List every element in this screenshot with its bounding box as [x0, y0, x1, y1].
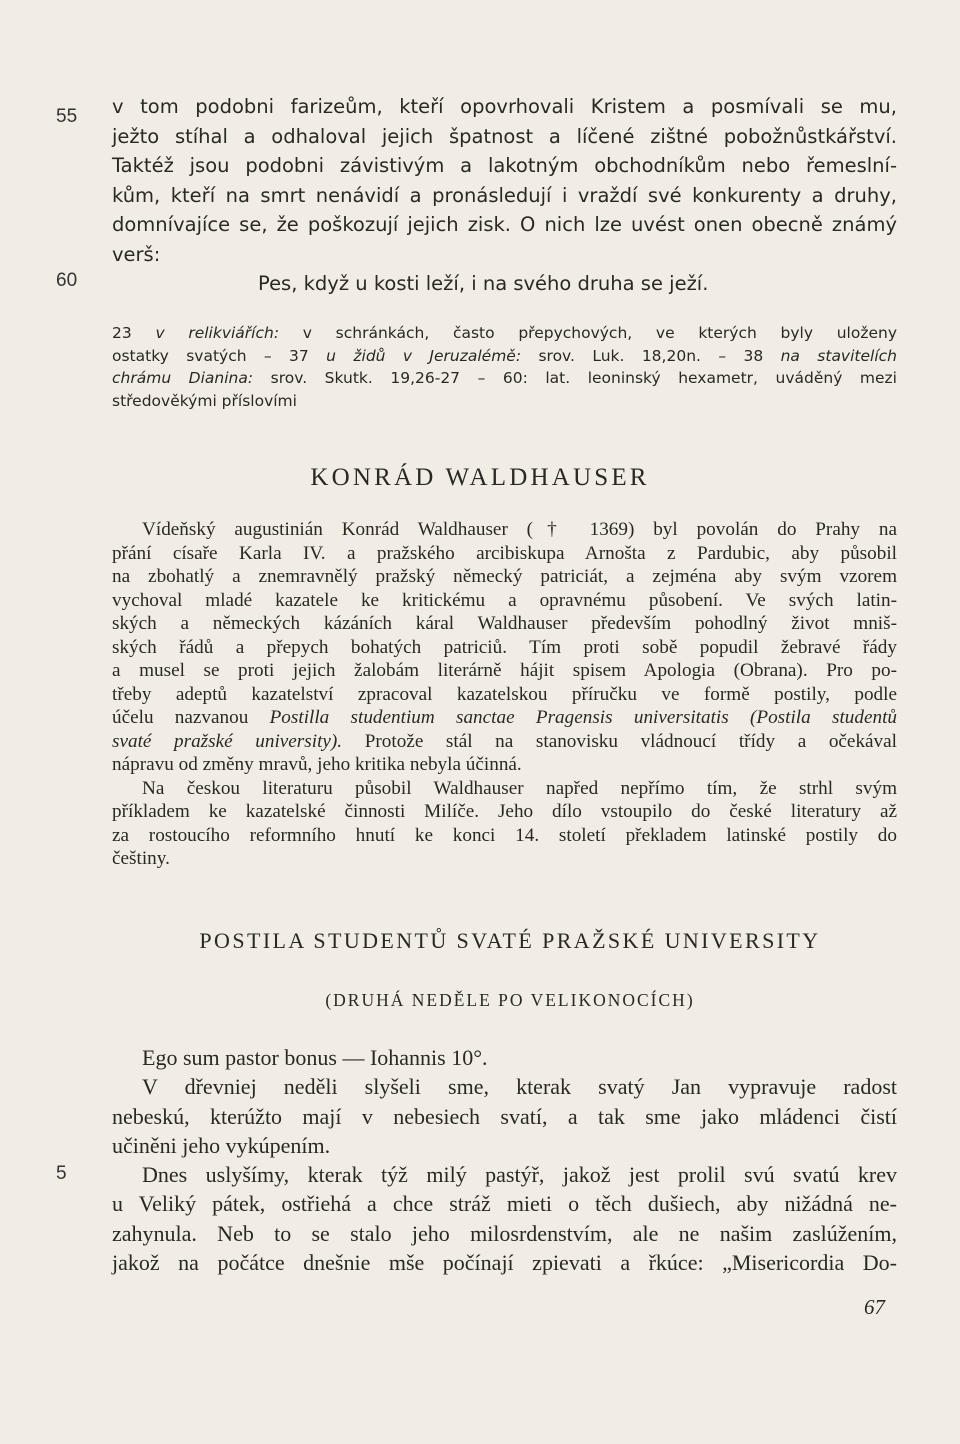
text-line: vychoval mladé kazatele ke kritickému a opravnému působení. Ve svých latin-: [112, 589, 897, 611]
text-line: verš:: [112, 242, 161, 266]
text-part: Protože stál na stanovisku vládnoucí třídy a očekával: [364, 730, 897, 752]
author-heading: KONRÁD WALDHAUSER: [310, 464, 650, 491]
text-line: nebeskú, kterúžto mají v nebesiech svatí, a tak sme jako mládenci čistí: [112, 1103, 897, 1129]
work-heading: POSTILA STUDENTŮ SVATÉ PRAŽSKÉ UNIVERSITY: [199, 928, 821, 953]
text-line: ježto stíhal a odhaloval jejich špatnost a líčené zištné pobožnůstkářství.: [112, 124, 897, 148]
text-line: nápravu od změny mravů, jeho kritika nebyla účinná.: [112, 754, 522, 775]
text-line: Na českou literaturu působil Waldhauser napřed nepřímo tím, že strhl svým: [142, 777, 897, 799]
text-line: kům, kteří na smrt nenávidí a pronásledují i vraždí své konkurenty a druhy,: [112, 183, 897, 207]
text-line: Vídeňský augustinián Konrád Waldhauser († 1369) byl povolán do Prahy na: [142, 519, 897, 540]
notes: [112, 322, 897, 412]
work-subheading: (DRUHÁ NEDĚLE PO VELIKONOCÍCH): [325, 990, 695, 1010]
text-line: ských řádů a přepych bohatých patriciů. Tím proti sobě popudil žebravé řády: [112, 636, 897, 658]
text-line: v tom podobni farizeům, kteří opovrhovali Kristem a posmívali se mu,: [112, 95, 897, 118]
note-text: srov. Skutk. 19,26-27 – 60: lat. leoninský hexametr, uváděný mezi: [270, 369, 897, 387]
note-line: [112, 322, 897, 345]
text-line: jakož na počátce dnešnie mše počínají zpievati a řkúce: „Misericordia Do-: [112, 1250, 897, 1276]
text-line: češtiny.: [112, 848, 170, 869]
note-term: u židů v Jeruzalémě:: [326, 346, 522, 365]
note-term: na stavitelích: [780, 346, 897, 365]
note-term: v relikviářích:: [155, 324, 280, 342]
text-line: Ego sum pastor bonus — Iohannis 10°.: [142, 1045, 488, 1070]
text-line: V dřevniej neděli slyšeli sme, kterak svatý Jan vypravuje radost: [142, 1074, 897, 1100]
previous-text: [112, 92, 897, 299]
text-part: účelu nazvanou: [112, 707, 249, 728]
text-line: ských a německých kázáních káral Waldhauser především pohodlný život mniš-: [112, 613, 897, 634]
text-line: přání císaře Karla IV. a pražského arcibiskupa Arnošta z Pardubic, aby působil: [112, 542, 897, 564]
text-line: a musel se proti jejich žalobám literárně hájit spisem Apologia (Obrana). Pro po-: [112, 660, 897, 681]
note-text: ostatky svatých – 37: [112, 346, 309, 365]
text-line: zahynula. Neb to se stalo jeho milosrdenstvím, ale ne našim zaslúžením,: [112, 1220, 897, 1246]
text-line: Taktéž jsou podobni závistivým a lakotným obchodníkům nebo řemeslní-: [112, 154, 897, 177]
sermon-text: [112, 1043, 897, 1277]
text-line: domnívajíce se, že poškozují jejich zisk. O nich lze uvést onen obecně známý: [112, 213, 897, 236]
text-line: [112, 706, 897, 730]
line-number-55: 55: [56, 106, 78, 127]
text-line: [112, 730, 897, 754]
note-line: středověkými příslovími: [112, 391, 297, 410]
text-line: na zbohatlý a znemravnělý pražský německý patriciát, a zejména aby svým vzorem: [112, 566, 897, 587]
note-line: [112, 367, 897, 390]
note-line: [112, 345, 897, 368]
author-biography: [112, 518, 897, 871]
line-number-60: 60: [56, 270, 78, 291]
page-number: 67: [864, 1295, 885, 1319]
text-line: příkladem ke kazatelské činnosti Milíče. Jeho dílo vstoupilo do české literatury až: [112, 801, 897, 822]
text-line: za rostoucího reformního hnutí ke konci 14. století překladem latinské postily do: [112, 824, 897, 846]
line-number-5: 5: [56, 1163, 67, 1184]
note-term: chrámu Dianina:: [112, 369, 254, 387]
note-text: 23: [112, 324, 132, 342]
verse-line: Pes, když u kosti leží, i na svého druha se ježí.: [258, 272, 709, 295]
work-title: svaté pražské university).: [112, 730, 343, 752]
text-line: třeby adeptů kazatelství zpracoval kazatelskou příručku ve formě postily, podle: [112, 683, 897, 705]
work-title: Postilla studentium sanctae Pragensis universitatis (Postila studentů: [269, 707, 897, 728]
note-text: srov. Luk. 18,20n. – 38: [538, 346, 764, 365]
text-line: Dnes uslyšímy, kterak týž milý pastýř, jakož jest prolil svú svatú krev: [142, 1162, 897, 1188]
text-line: u Veliký pátek, ostřiehá a chce stráž mieti o těch dušiech, aby nižádná ne-: [112, 1191, 897, 1217]
text-line: učiněni jeho vykúpením.: [112, 1132, 331, 1158]
note-text: v schránkách, často přepychových, ve kterých byly uloženy: [302, 324, 897, 342]
